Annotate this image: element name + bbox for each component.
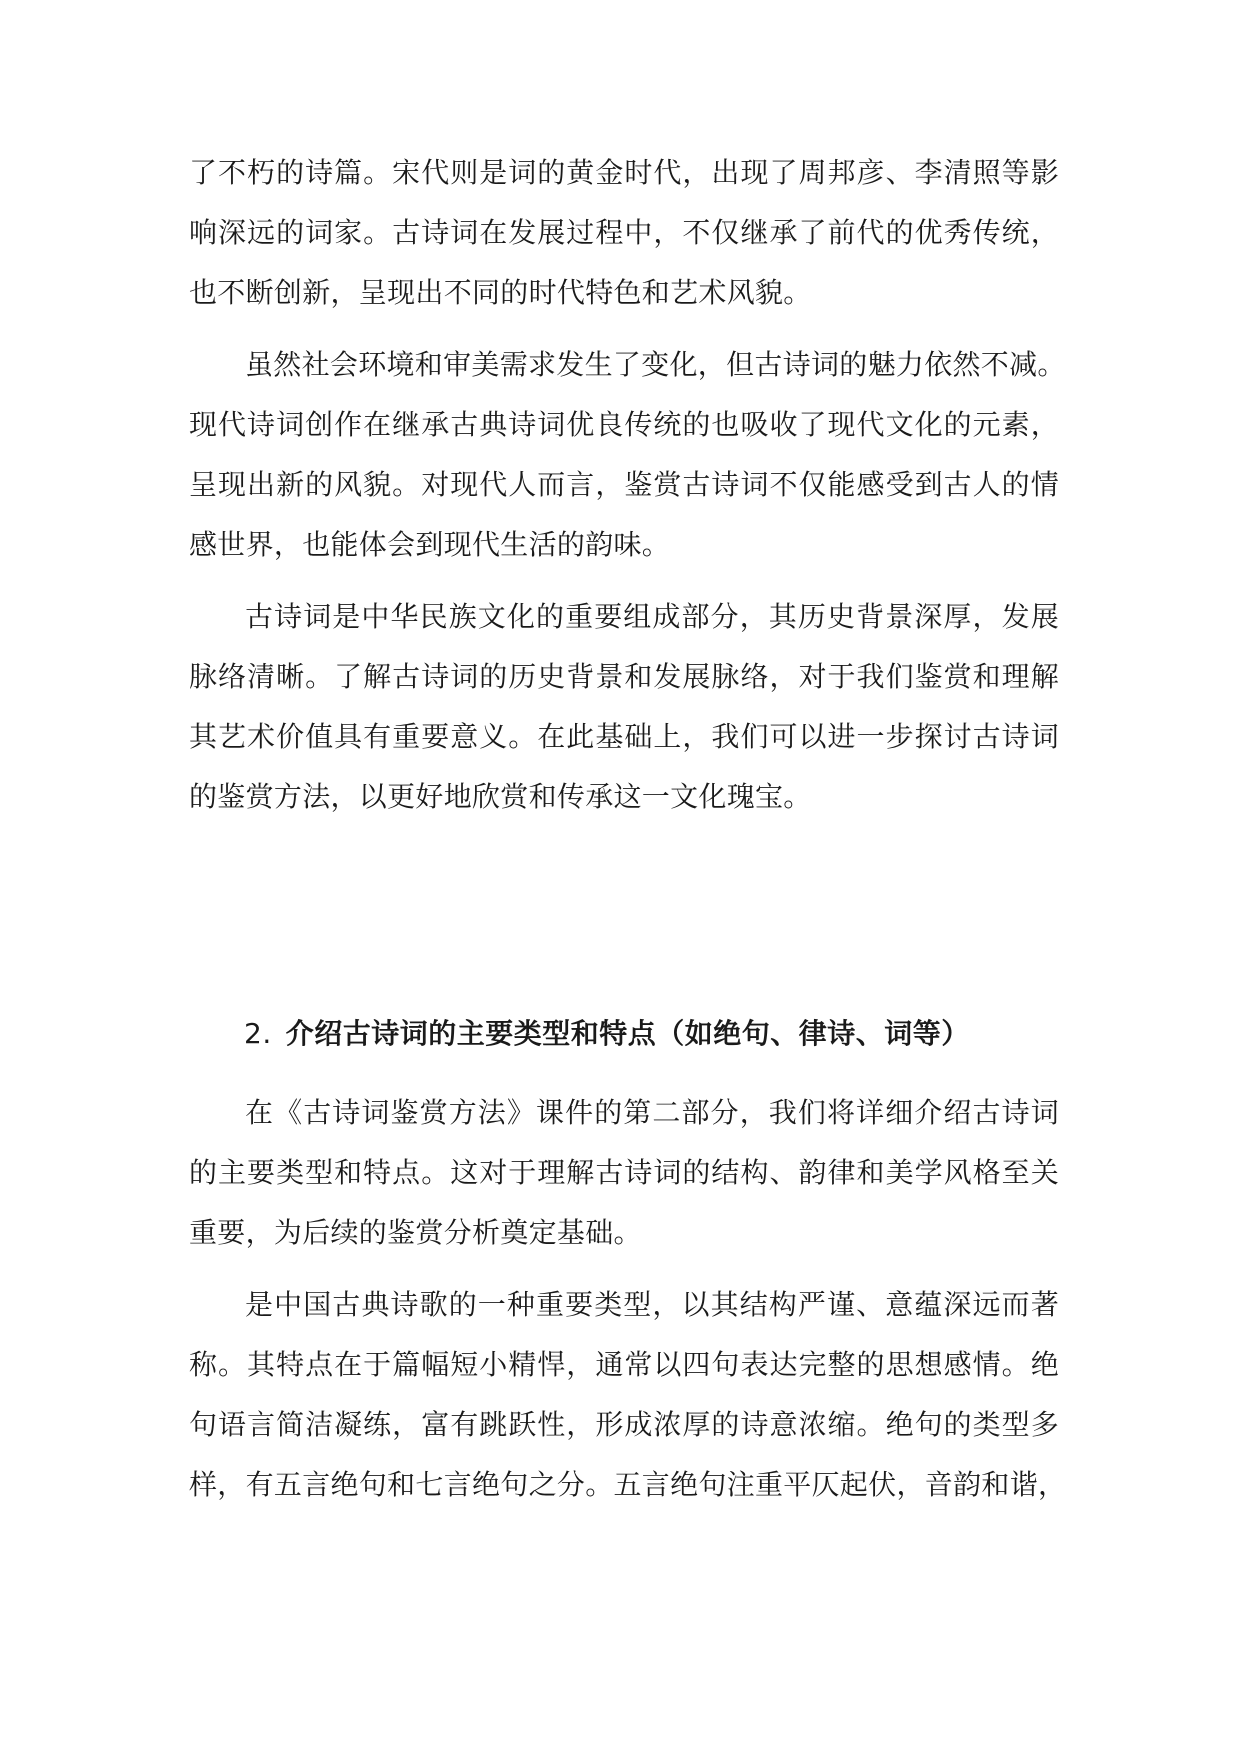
body-text-lower [189,1083,1067,1527]
paragraph [189,587,1059,827]
paragraph [189,143,1059,323]
text-line: 其艺术价值具有重要意义。在此基础上，我们可以进一步探讨古诗词 [189,720,1059,753]
text-line: 也不断创新，呈现出不同的时代特色和艺术风貌。 [189,276,812,309]
text-line: 的主要类型和特点。这对于理解古诗词的结构、韵律和美学风格至关 [189,1156,1059,1189]
text-line: 称。其特点在于篇幅短小精悍，通常以四句表达完整的思想感情。绝 [189,1348,1059,1381]
text-line: 在《古诗词鉴赏方法》课件的第二部分，我们将详细介绍古诗词 [245,1096,1059,1129]
text-line: 样，有五言绝句和七言绝句之分。五言绝句注重平仄起伏，音韵和谐， [189,1468,1067,1501]
text-line: 是中国古典诗歌的一种重要类型，以其结构严谨、意蕴深远而著 [245,1288,1059,1321]
text-line: 脉络清晰。了解古诗词的历史背景和发展脉络，对于我们鉴赏和理解 [189,660,1059,693]
text-line: 响深远的词家。古诗词在发展过程中，不仅继承了前代的优秀传统， [189,216,1059,249]
text-line: 的鉴赏方法，以更好地欣赏和传承这一文化瑰宝。 [189,780,812,813]
text-line: 感世界，也能体会到现代生活的韵味。 [189,528,671,561]
paragraph [189,1083,1059,1263]
section-heading [244,1012,970,1056]
text-line: 现代诗词创作在继承古典诗词优良传统的也吸收了现代文化的元素， [189,408,1059,441]
text-line: 句语言简洁凝练，富有跳跃性，形成浓厚的诗意浓缩。绝句的类型多 [189,1408,1059,1441]
text-line: 虽然社会环境和审美需求发生了变化，但古诗词的魅力依然不减。 [245,348,1066,381]
section-number: 2. [244,1017,272,1050]
section-title: 介绍古诗词的主要类型和特点（如绝句、律诗、词等） [285,1017,970,1050]
text-line: 重要，为后续的鉴赏分析奠定基础。 [189,1216,642,1249]
paragraph [189,1275,1067,1515]
text-line: 了不朽的诗篇。宋代则是词的黄金时代，出现了周邦彦、李清照等影 [189,156,1059,189]
text-line: 呈现出新的风貌。对现代人而言，鉴赏古诗词不仅能感受到古人的情 [189,468,1059,501]
paragraph [189,335,1066,575]
text-line: 古诗词是中华民族文化的重要组成部分，其历史背景深厚，发展 [245,600,1059,633]
body-text-upper [189,143,1066,839]
